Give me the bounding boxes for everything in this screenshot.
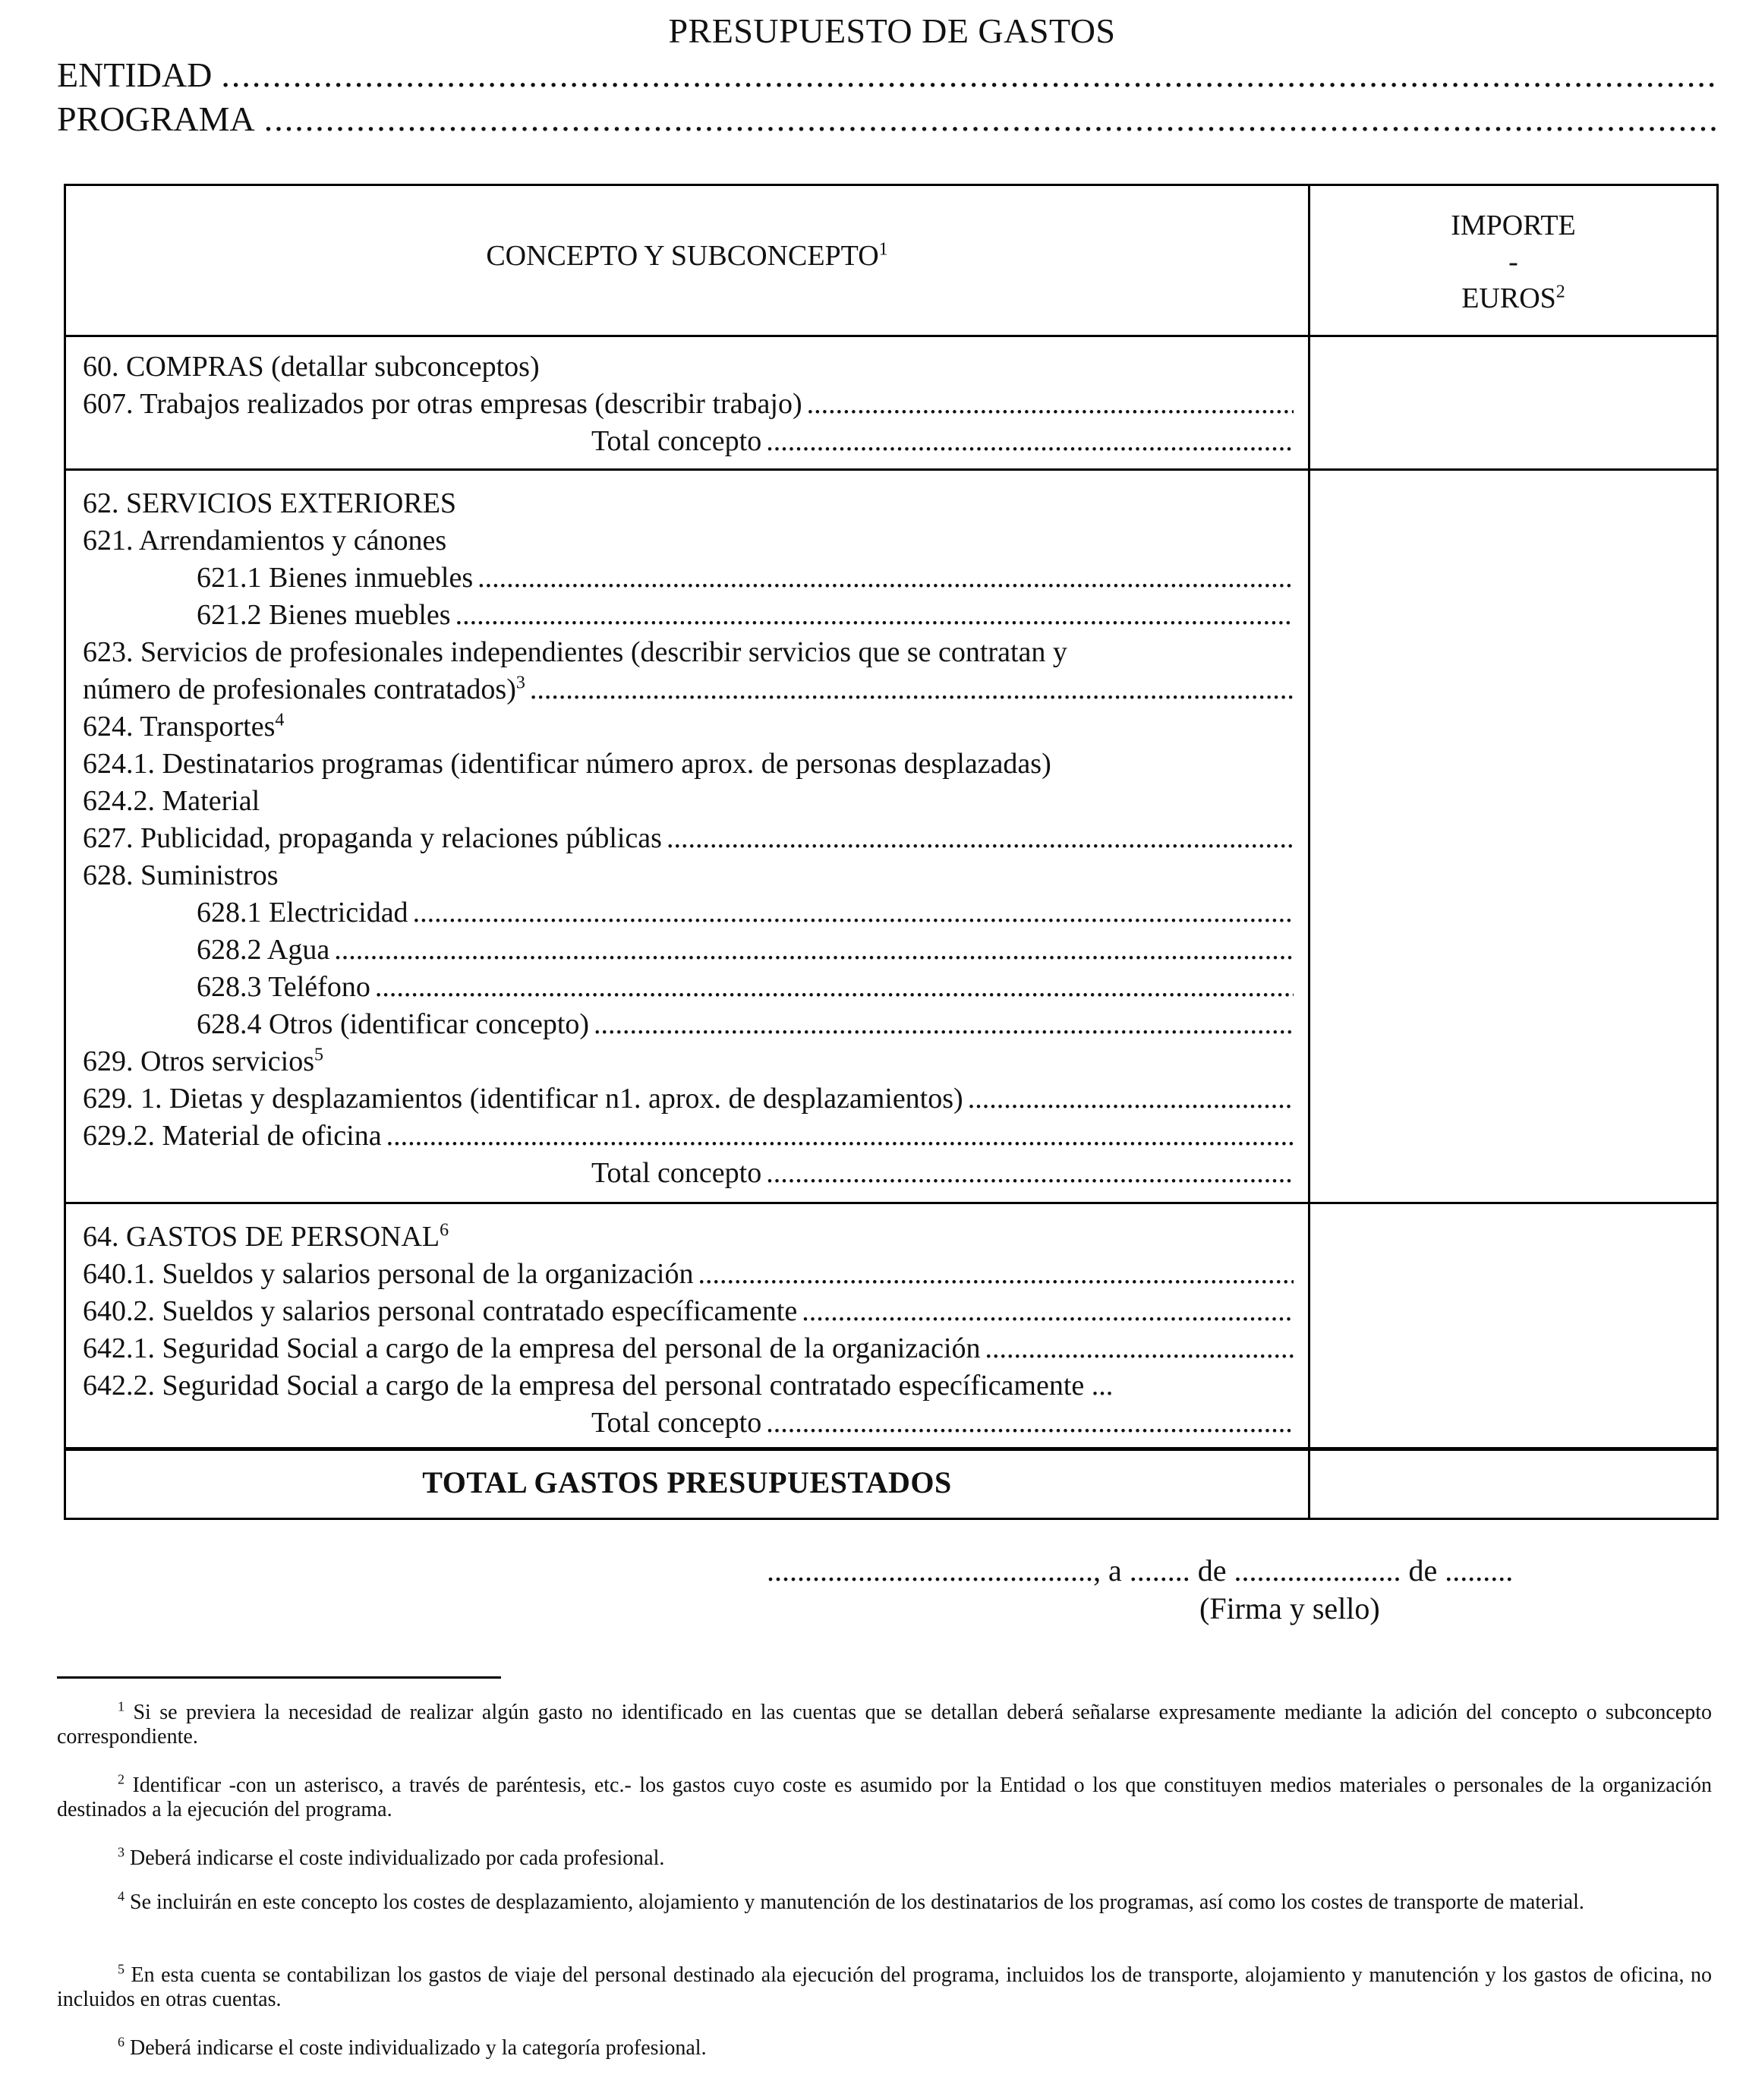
list-item (83, 348, 1294, 386)
section-heading: 60. COMPRAS (detallar subconceptos) (83, 351, 540, 383)
item-label: 624.2. Material (83, 785, 260, 817)
item-label: 621.2 Bienes muebles (197, 599, 451, 631)
footnote-2 (57, 1771, 1712, 1822)
item-label: número de profesionales contratados) (83, 673, 516, 705)
list-item (83, 1330, 1294, 1367)
section-servicios-exteriores (83, 485, 1294, 1192)
total-label: Total concepto (591, 1407, 762, 1439)
footnote-number: 2 (118, 1771, 124, 1787)
item-label: 629.2. Material de oficina (83, 1120, 382, 1152)
footnote-number: 1 (118, 1698, 124, 1714)
footnote-number: 4 (118, 1888, 124, 1904)
dot-leader (667, 820, 1294, 857)
dot-leader (766, 1405, 1294, 1442)
list-item (83, 894, 1294, 932)
footnote-6 (57, 2036, 1712, 2061)
footnote-text: Se incluirán en este concepto los costes de desplazamiento, alojamiento y manutención de los destinatarios de los programas, así como los costes de transporte de material. (130, 1890, 1584, 1914)
list-item (83, 597, 1294, 634)
list-item (83, 522, 1294, 560)
dot-leader (413, 894, 1294, 932)
dot-leader (802, 1293, 1294, 1330)
dot-leader (594, 1006, 1294, 1043)
dot-leader (334, 932, 1294, 969)
footnote-text: En esta cuenta se contabilizan los gastos de viaje del personal destinado ala ejecución del programa, incluidos los de transporte, alojamiento y manutención y los gastos de oficina, no incluidos en otras cuentas. (57, 1963, 1712, 2011)
list-item (83, 386, 1294, 423)
entidad-dotted-field[interactable] (221, 55, 1719, 95)
footnote-3 (57, 1846, 1712, 1871)
list-item (83, 560, 1294, 597)
programa-dotted-field[interactable] (264, 99, 1719, 139)
item-label: 640.2. Sueldos y salarios personal contratado específicamente (83, 1295, 798, 1327)
list-item (83, 969, 1294, 1006)
section-compras (83, 348, 1294, 460)
item-label: 621.1 Bienes inmuebles (197, 562, 474, 594)
footnote-number: 6 (118, 2034, 124, 2050)
list-item (83, 671, 1294, 708)
dot-leader (968, 1080, 1294, 1118)
item-label: 628.4 Otros (identificar concepto) (197, 1008, 590, 1040)
list-item (83, 1043, 1294, 1080)
footnote-1 (57, 1698, 1713, 1749)
item-label: 628.1 Electricidad (197, 897, 408, 929)
section3-divider (66, 1447, 1716, 1451)
total-concepto-row (83, 1405, 1294, 1442)
dot-leader (985, 1330, 1294, 1367)
item-label: 624.1. Destinatarios programas (identificar número aprox. de personas desplazadas) (83, 748, 1051, 780)
item-label: 629. 1. Dietas y desplazamientos (identificar n1. aprox. de desplazamientos) (83, 1083, 963, 1115)
entidad-label: ENTIDAD (57, 55, 213, 94)
footnote-4 (57, 1890, 1712, 1915)
item-label: 624. Transportes (83, 711, 276, 743)
dot-leader (530, 671, 1294, 708)
header-importe (1310, 207, 1716, 317)
header-concepto (66, 239, 1308, 273)
budget-table (64, 184, 1719, 1520)
dot-leader (386, 1118, 1294, 1155)
section2-divider (66, 1202, 1716, 1204)
dot-leader (455, 597, 1294, 634)
footnote-divider (57, 1676, 501, 1679)
footnote-ref: 4 (275, 710, 285, 730)
footnote-ref: 1 (878, 239, 888, 260)
item-label: 621. Arrendamientos y cánones (83, 525, 447, 557)
list-item (83, 1293, 1294, 1330)
grand-total-label: TOTAL GASTOS PRESUPUESTADOS (422, 1465, 952, 1499)
item-label: 642.1. Seguridad Social a cargo de la empresa del personal de la organización (83, 1332, 981, 1364)
list-item (83, 634, 1294, 671)
footnote-ref: 6 (440, 1220, 449, 1241)
list-item (83, 783, 1294, 820)
list-item (83, 708, 1294, 746)
header-importe-label: IMPORTE (1451, 210, 1576, 241)
footnote-text: Identificar -con un asterisco, a través de paréntesis, etc.- los gastos cuyo coste es asumido por la Entidad o los que constituyen medios materiales o personales de la organización destinados a la ejecución del programa. (57, 1774, 1712, 1821)
item-label: 623. Servicios de profesionales independientes (describir servicios que se contratan y (83, 636, 1067, 668)
dot-leader (477, 560, 1294, 597)
item-label: 607. Trabajos realizados por otras empresas (describir trabajo) (83, 388, 802, 420)
item-label: 628. Suministros (83, 859, 279, 891)
list-item (83, 820, 1294, 857)
header-importe-dash: - (1508, 246, 1518, 278)
list-item (83, 932, 1294, 969)
section-heading: 64. GASTOS DE PERSONAL (83, 1221, 440, 1253)
list-item (83, 1006, 1294, 1043)
place-date-line[interactable]: ..........................................., a ........ de ...................... de ......... (767, 1553, 1514, 1588)
section-gastos-personal (83, 1219, 1294, 1442)
list-item (83, 1367, 1294, 1405)
total-label: Total concepto (591, 1157, 762, 1189)
dot-leader (375, 969, 1294, 1006)
item-label: 627. Publicidad, propaganda y relaciones públicas (83, 822, 662, 854)
dot-leader (698, 1256, 1294, 1293)
list-item (83, 1080, 1294, 1118)
list-item (83, 1118, 1294, 1155)
list-item (83, 1219, 1294, 1256)
column-divider (1308, 186, 1310, 1518)
list-item (83, 1256, 1294, 1293)
footnote-text: Deberá indicarse el coste individualizado y la categoría profesional. (130, 2036, 707, 2060)
dot-leader (807, 386, 1294, 423)
header-divider (66, 335, 1716, 337)
footnote-text: Si se previera la necesidad de realizar algún gasto no identificado en las cuentas que se detallan deberá señalarse expresamente mediante la adición del concepto o subconcepto correspondiente. (57, 1701, 1713, 1748)
footnote-ref: 5 (314, 1045, 324, 1065)
programa-label: PROGRAMA (57, 99, 255, 138)
total-concepto-row (83, 423, 1294, 460)
dot-leader (766, 423, 1294, 460)
programa-line (57, 99, 1719, 139)
list-item (83, 746, 1294, 783)
item-label: 642.2. Seguridad Social a cargo de la empresa del personal contratado específicamente ... (83, 1370, 1114, 1402)
footnote-text: Deberá indicarse el coste individualizado por cada profesional. (130, 1846, 665, 1870)
total-label: Total concepto (591, 425, 762, 457)
dot-leader (766, 1155, 1294, 1192)
document-title: PRESUPUESTO DE GASTOS (668, 11, 1116, 50)
header-concepto-label: CONCEPTO Y SUBCONCEPTO (486, 240, 879, 272)
item-label: 640.1. Sueldos y salarios personal de la organización (83, 1258, 694, 1290)
list-item (83, 485, 1294, 522)
entidad-line (57, 55, 1719, 95)
footnote-5 (57, 1963, 1712, 2012)
item-label: 629. Otros servicios (83, 1045, 315, 1077)
section1-divider (66, 468, 1716, 471)
footnote-ref: 3 (515, 673, 525, 693)
footnote-ref: 2 (1555, 282, 1565, 302)
item-label: 628.2 Agua (197, 934, 330, 966)
footnote-number: 3 (118, 1844, 124, 1860)
section-heading: 62. SERVICIOS EXTERIORES (83, 487, 457, 519)
header-euros-label: EUROS (1461, 282, 1556, 314)
list-item (83, 857, 1294, 894)
signature-label: (Firma y sello) (1199, 1591, 1380, 1625)
footnote-number: 5 (118, 1961, 124, 1977)
item-label: 628.3 Teléfono (197, 971, 370, 1003)
total-concepto-row (83, 1155, 1294, 1192)
